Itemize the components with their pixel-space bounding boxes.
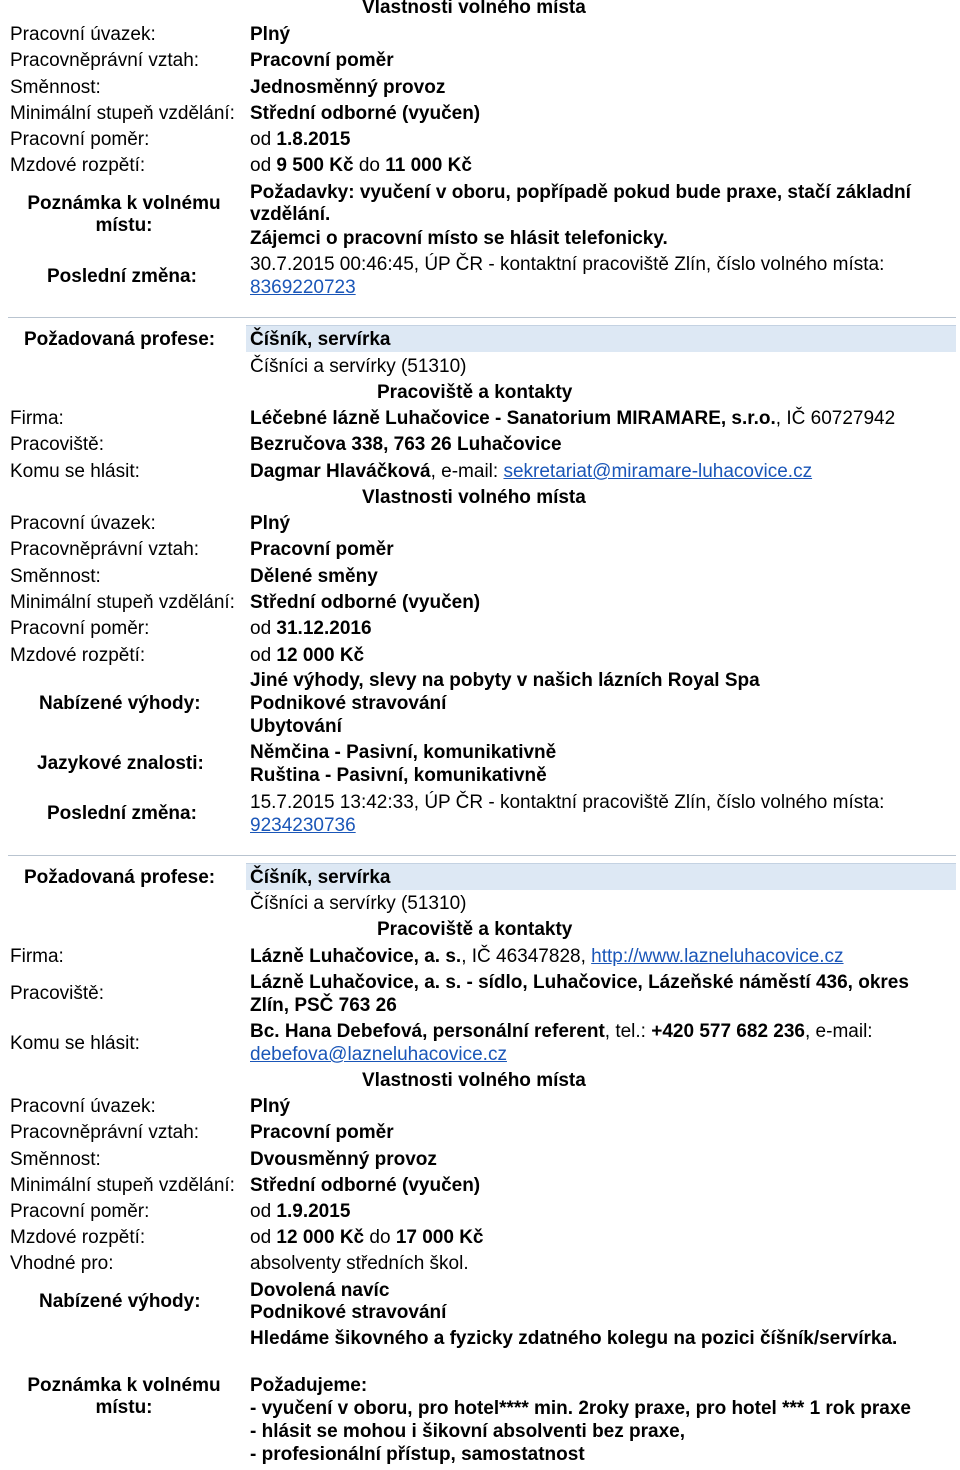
note-line: Zájemci o pracovní místo se hlásit telefonicky.	[250, 228, 668, 249]
field-value: od 12 000 Kč	[250, 645, 365, 666]
benefit-item: Podnikové stravování	[250, 693, 447, 714]
field-label: Pracovní poměr:	[10, 618, 150, 639]
profession-title: Číšník, servírka	[250, 867, 391, 888]
field-label: Nabízené výhody:	[39, 693, 201, 714]
field-value: Dvousměnný provoz	[250, 1149, 437, 1170]
section-heading: Vlastnosti volného místa	[362, 487, 586, 508]
note-line: Požadavky: vyučení v oboru, popřípadě pokud bude praxe, stačí základní	[250, 182, 911, 203]
field-label: Mzdové rozpětí:	[10, 1227, 146, 1248]
field-value: absolventy středních škol.	[250, 1253, 469, 1274]
field-label: Požadovaná profese:	[24, 329, 216, 350]
note-line: - vyučení v oboru, pro hotel**** min. 2roky praxe, pro hotel *** 1 rok praxe	[250, 1398, 911, 1419]
workplace-line: Lázně Luhačovice, a. s. - sídlo, Luhačovice, Lázeňské náměstí 436, okres	[250, 972, 909, 993]
profession-title: Číšník, servírka	[250, 329, 391, 350]
note-line: - profesionální přístup, samostatnost	[250, 1444, 585, 1465]
note-line: vzdělání.	[250, 204, 331, 225]
email-link[interactable]: sekretariat@miramare-luhacovice.cz	[503, 461, 813, 482]
field-label: Pracovněprávní vztah:	[10, 1122, 200, 1143]
field-value: od 1.8.2015	[250, 129, 351, 150]
field-label: Nabízené výhody:	[39, 1291, 201, 1312]
field-label: Pracovněprávní vztah:	[10, 539, 200, 560]
field-label: Směnnost:	[10, 1149, 101, 1170]
field-value: Pracovní poměr	[250, 50, 394, 71]
contact-value: Dagmar Hlaváčková, e-mail: sekretariat@miramare-luhacovice.cz	[250, 461, 813, 482]
field-label: Poslední změna:	[47, 803, 197, 824]
language-item: Ruština - Pasivní, komunikativně	[250, 765, 547, 786]
field-label: Minimální stupeň vzdělání:	[10, 103, 235, 124]
benefit-item: Jiné výhody, slevy na pobyty v našich lázních Royal Spa	[250, 670, 760, 691]
field-label: Jazykové znalosti:	[37, 753, 204, 774]
language-item: Němčina - Pasivní, komunikativně	[250, 742, 557, 763]
field-label: Minimální stupeň vzdělání:	[10, 1175, 235, 1196]
workplace-value: Bezručova 338, 763 26 Luhačovice	[250, 434, 562, 455]
field-value: od 9 500 Kč do 11 000 Kč	[250, 155, 472, 176]
section-heading: Pracoviště a kontakty	[377, 919, 573, 940]
section-heading: Vlastnosti volného místa	[362, 0, 586, 18]
benefit-item: Podnikové stravování	[250, 1302, 447, 1323]
profession-code: Číšníci a servírky (51310)	[250, 356, 467, 377]
contact-value: Bc. Hana Debefová, personální referent, tel.: +420 577 682 236, e-mail:	[250, 1021, 873, 1042]
website-link[interactable]: http://www.lazneluhacovice.cz	[591, 946, 844, 967]
field-value: Pracovní poměr	[250, 539, 394, 560]
field-value: Plný	[250, 1096, 291, 1117]
field-value: Pracovní poměr	[250, 1122, 394, 1143]
field-label: Pracoviště:	[10, 983, 104, 1004]
field-label: Směnnost:	[10, 566, 101, 587]
field-label: Firma:	[10, 408, 64, 429]
company-value: Léčebné lázně Luhačovice - Sanatorium MIRAMARE, s.r.o., IČ 60727942	[250, 408, 896, 429]
vacancy-number-link[interactable]: 9234230736	[250, 815, 356, 836]
section-separator	[8, 855, 956, 856]
field-label: Pracovní poměr:	[10, 1201, 150, 1222]
field-label: Požadovaná profese:	[24, 867, 216, 888]
field-label: Poznámka k volnému místu:	[27, 1375, 221, 1418]
field-value: Plný	[250, 513, 291, 534]
field-value: Střední odborné (vyučen)	[250, 103, 481, 124]
profession-code: Číšníci a servírky (51310)	[250, 893, 467, 914]
vacancy-number-link[interactable]: 8369220723	[250, 277, 356, 298]
section-heading: Pracoviště a kontakty	[377, 382, 573, 403]
field-value: od 12 000 Kč do 17 000 Kč	[250, 1227, 484, 1248]
field-label: Pracovní poměr:	[10, 129, 150, 150]
field-value: od 1.9.2015	[250, 1201, 351, 1222]
field-value: Jednosměnný provoz	[250, 77, 446, 98]
section-heading: Vlastnosti volného místa	[362, 1070, 586, 1091]
field-label: Pracovní úvazek:	[10, 24, 156, 45]
last-change-text: 15.7.2015 13:42:33, ÚP ČR - kontaktní pracoviště Zlín, číslo volného místa:	[250, 792, 885, 813]
note-line: Požadujeme:	[250, 1375, 368, 1396]
last-change-text: 30.7.2015 00:46:45, ÚP ČR - kontaktní pracoviště Zlín, číslo volného místa:	[250, 254, 885, 275]
field-label: Poznámka k volnému místu:	[27, 193, 221, 236]
field-label: Vhodné pro:	[10, 1253, 114, 1274]
field-value: od 31.12.2016	[250, 618, 372, 639]
field-label: Pracoviště:	[10, 434, 104, 455]
field-label: Mzdové rozpětí:	[10, 155, 146, 176]
field-label: Směnnost:	[10, 77, 101, 98]
email-link[interactable]: debefova@lazneluhacovice.cz	[250, 1044, 507, 1065]
field-label: Pracovní úvazek:	[10, 1096, 156, 1117]
benefit-item: Dovolená navíc	[250, 1280, 390, 1301]
benefit-item: Hledáme šikovného a fyzicky zdatného kolegu na pozici číšník/servírka.	[250, 1328, 898, 1349]
benefit-item: Ubytování	[250, 716, 342, 737]
field-value: Střední odborné (vyučen)	[250, 592, 481, 613]
company-value: Lázně Luhačovice, a. s., IČ 46347828, http://www.lazneluhacovice.cz	[250, 946, 844, 967]
field-label: Komu se hlásit:	[10, 461, 140, 482]
field-value: Plný	[250, 24, 291, 45]
field-label: Komu se hlásit:	[10, 1033, 140, 1054]
field-label: Firma:	[10, 946, 64, 967]
field-label: Mzdové rozpětí:	[10, 645, 146, 666]
workplace-line: Zlín, PSČ 763 26	[250, 995, 397, 1016]
note-line: - hlásit se mohou i šikovní absolventi bez praxe,	[250, 1421, 686, 1442]
field-label: Poslední změna:	[47, 266, 197, 287]
field-label: Pracovněprávní vztah:	[10, 50, 200, 71]
field-label: Pracovní úvazek:	[10, 513, 156, 534]
field-value: Dělené směny	[250, 566, 378, 587]
field-value: Střední odborné (vyučen)	[250, 1175, 481, 1196]
section-separator	[8, 317, 956, 318]
field-label: Minimální stupeň vzdělání:	[10, 592, 235, 613]
